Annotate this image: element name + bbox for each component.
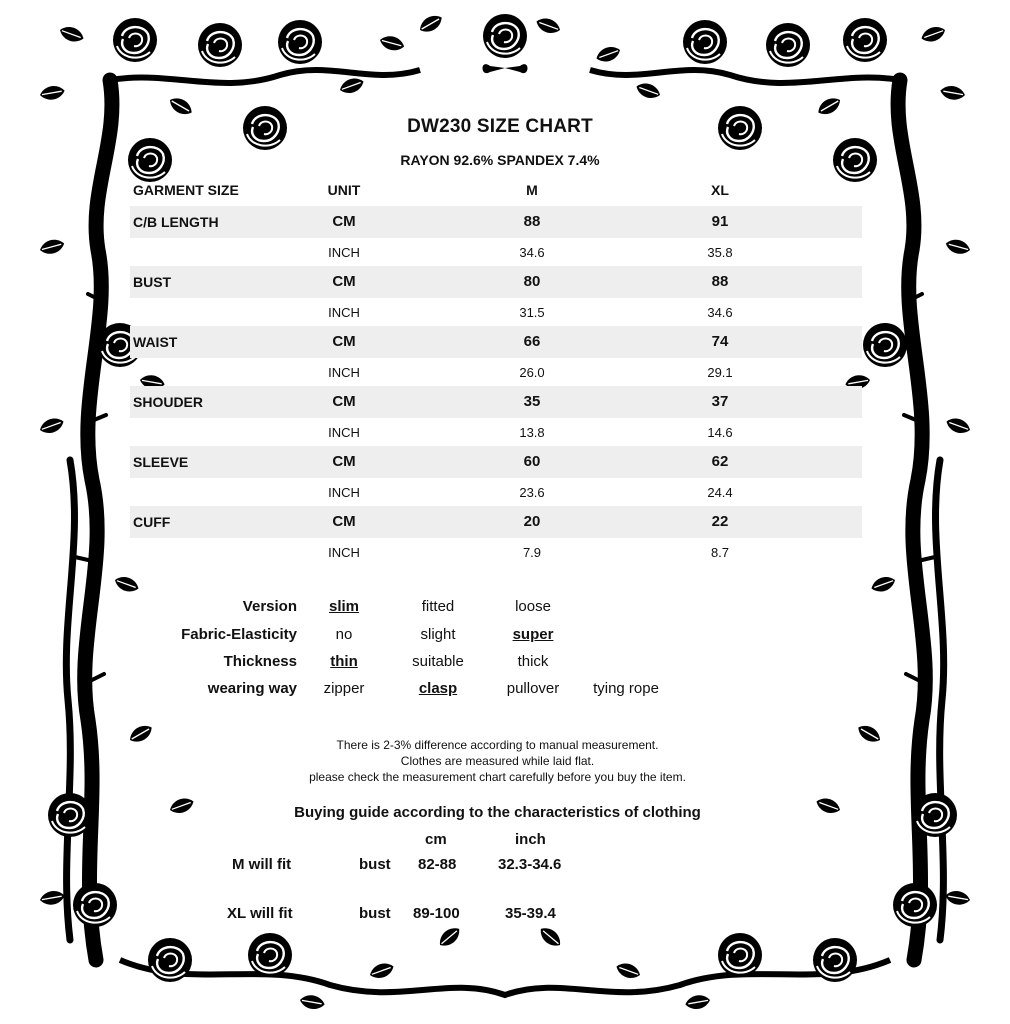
size-xl-cell: 35.8: [707, 245, 733, 260]
measurement-label: CUFF: [133, 514, 171, 530]
attr-label-wearing-way: wearing way: [207, 680, 297, 697]
fabric-composition: RAYON 92.6% SPANDEX 7.4%: [400, 152, 600, 168]
guide-row-cm: 82-88: [418, 856, 457, 873]
guide-row-label: M will fit: [232, 856, 292, 873]
attr-wearing-option: tying rope: [593, 680, 659, 697]
unit-cell: INCH: [328, 485, 360, 500]
table-row-cm: [130, 506, 862, 538]
attr-version-option: slim: [328, 598, 359, 615]
table-row-inch: [130, 537, 862, 569]
size-m-cell: 13.8: [519, 425, 545, 440]
attr-thickness-option: suitable: [412, 653, 464, 670]
measurement-label: C/B LENGTH: [133, 214, 219, 230]
table-row-cm: [130, 386, 862, 418]
size-xl-cell: 88: [711, 273, 729, 290]
guide-col-inch: inch: [515, 831, 546, 848]
table-row-cm: [130, 326, 862, 358]
guide-row-part: bust: [359, 905, 391, 922]
unit-cell: CM: [332, 273, 356, 290]
table-row-cm: [130, 206, 862, 238]
attr-version-option: fitted: [421, 598, 455, 615]
size-xl-cell: 74: [711, 333, 729, 350]
unit-cell: CM: [332, 513, 356, 530]
note-check-chart: please check the measurement chart carefully before you buy the item.: [309, 770, 686, 784]
size-xl-cell: 91: [711, 213, 729, 230]
size-xl-cell: 29.1: [707, 365, 733, 380]
guide-row-part: bust: [359, 856, 391, 873]
note-laid-flat: Clothes are measured while laid flat.: [400, 754, 595, 768]
unit-cell: CM: [332, 213, 356, 230]
attr-thickness-option: thick: [517, 653, 549, 670]
size-xl-cell: 34.6: [707, 305, 733, 320]
unit-cell: INCH: [328, 545, 360, 560]
size-m-cell: 80: [523, 273, 541, 290]
size-xl-cell: 24.4: [707, 485, 733, 500]
attr-label-thickness: Thickness: [223, 653, 297, 670]
guide-row-cm: 89-100: [413, 905, 460, 922]
unit-cell: INCH: [328, 245, 360, 260]
unit-cell: INCH: [328, 305, 360, 320]
header-size-xl: XL: [711, 182, 729, 198]
table-row-cm: [130, 266, 862, 298]
attr-label-version: Version: [242, 598, 297, 615]
table-row-inch: [130, 297, 862, 329]
guide-row-inch: 35-39.4: [505, 905, 556, 922]
unit-cell: CM: [332, 333, 356, 350]
attr-elasticity-option: no: [335, 626, 353, 643]
size-xl-cell: 37: [711, 393, 729, 410]
size-m-cell: 66: [523, 333, 541, 350]
header-unit: UNIT: [327, 182, 361, 198]
attr-elasticity-option: super: [512, 626, 554, 643]
measurement-label: WAIST: [133, 334, 178, 350]
buying-guide-title: Buying guide according to the characteristics of clothing: [294, 804, 701, 821]
unit-cell: CM: [332, 453, 356, 470]
size-m-cell: 31.5: [519, 305, 545, 320]
attr-version-option: loose: [515, 598, 551, 615]
table-row-inch: [130, 477, 862, 509]
guide-row-inch: 32.3-34.6: [498, 856, 562, 873]
attr-wearing-option: pullover: [506, 680, 560, 697]
chart-title: DW230 SIZE CHART: [407, 116, 593, 137]
size-xl-cell: 22: [711, 513, 729, 530]
size-xl-cell: 8.7: [710, 545, 730, 560]
size-m-cell: 20: [523, 513, 541, 530]
unit-cell: INCH: [328, 425, 360, 440]
measurement-label: SLEEVE: [133, 454, 189, 470]
table-row-cm: [130, 446, 862, 478]
attr-elasticity-option: slight: [420, 626, 456, 643]
attr-wearing-option: clasp: [418, 680, 458, 697]
size-m-cell: 35: [523, 393, 541, 410]
size-m-cell: 60: [523, 453, 541, 470]
table-row-inch: [130, 417, 862, 449]
size-m-cell: 26.0: [519, 365, 545, 380]
table-row-inch: [130, 237, 862, 269]
size-m-cell: 23.6: [519, 485, 545, 500]
table-row-inch: [130, 357, 862, 389]
size-m-cell: 34.6: [519, 245, 545, 260]
header-size-m: M: [526, 182, 538, 198]
note-measurement-difference: There is 2-3% difference according to manual measurement.: [336, 738, 659, 752]
header-garment-size: GARMENT SIZE: [133, 182, 239, 198]
size-xl-cell: 14.6: [707, 425, 733, 440]
attr-thickness-option: thin: [330, 653, 358, 670]
measurement-label: BUST: [133, 274, 172, 290]
size-xl-cell: 62: [711, 453, 729, 470]
size-m-cell: 7.9: [522, 545, 542, 560]
size-m-cell: 88: [523, 213, 541, 230]
unit-cell: CM: [332, 393, 356, 410]
measurement-label: SHOUDER: [133, 394, 204, 410]
guide-col-cm: cm: [425, 831, 447, 848]
unit-cell: INCH: [328, 365, 360, 380]
guide-row-label: XL will fit: [227, 905, 293, 922]
attr-wearing-option: zipper: [323, 680, 365, 697]
attr-label-elasticity: Fabric-Elasticity: [181, 626, 297, 643]
